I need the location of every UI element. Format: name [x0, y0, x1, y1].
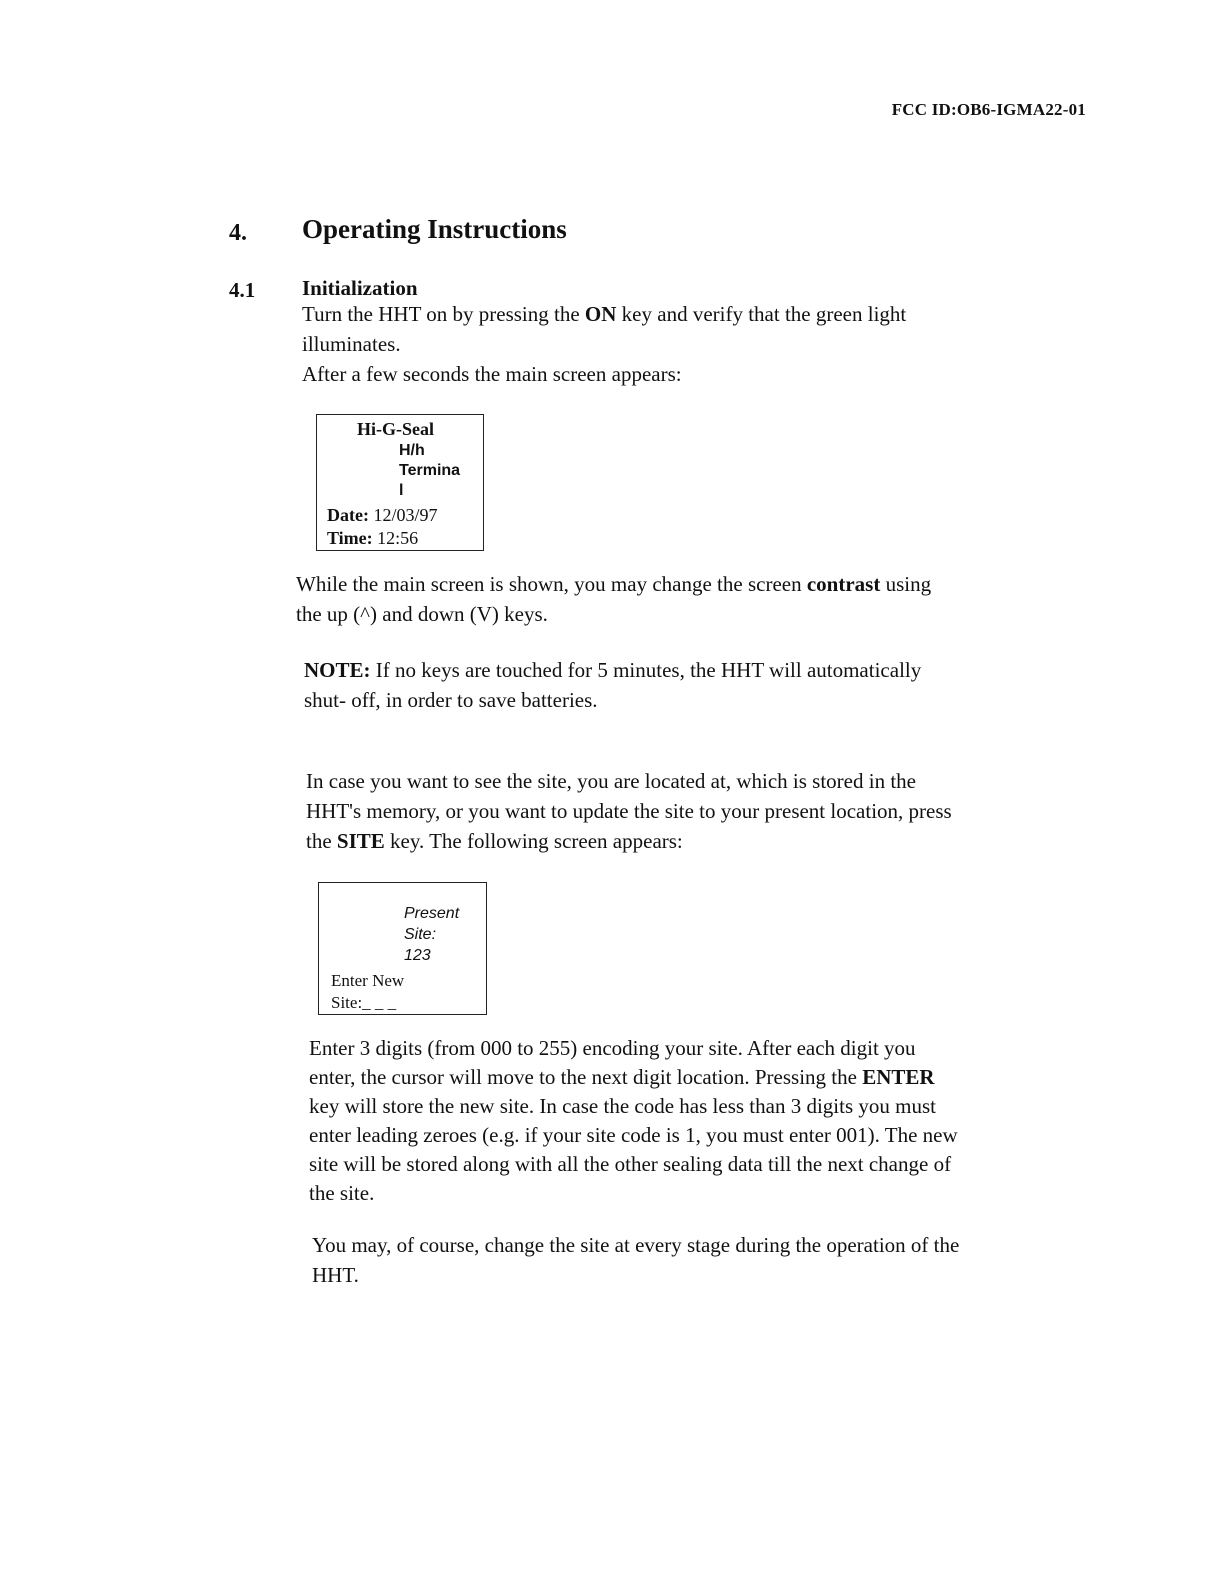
section-title: Operating Instructions: [302, 214, 567, 244]
note-line-1: NOTE: If no keys are touched for 5 minutes, the HHT will automatically: [304, 658, 922, 682]
p2-line-2: the up (^) and down (V) keys.: [296, 602, 548, 626]
p1-line-2: illuminates.: [302, 332, 401, 356]
p1-line-1: Turn the HHT on by pressing the ON key and verify that the green light: [302, 302, 907, 326]
p4-line-3: key will store the new site. In case the code has less than 3 digits you must: [309, 1094, 936, 1118]
site-paragraph: [306, 766, 1066, 856]
screen1-line-1: Hi-G-Seal: [357, 419, 434, 439]
site-screen-display: [318, 882, 487, 1015]
screen2-line-3: 123: [404, 947, 431, 964]
subsection-number: 4.1: [229, 278, 256, 302]
subsection-title: Initialization: [302, 276, 418, 300]
change-site-paragraph: [312, 1230, 1072, 1290]
contrast-paragraph: [296, 569, 1056, 629]
screen2-line-4: Enter New: [331, 971, 405, 990]
section-number: 4.: [229, 220, 247, 246]
p1-line-3: After a few seconds the main screen appears:: [302, 362, 682, 386]
p3-line-3: the SITE key. The following screen appears:: [306, 829, 683, 853]
enter-digits-paragraph: [309, 1034, 1069, 1208]
screen1-line-2: H/h: [399, 442, 425, 459]
screen2-line-1: Present: [404, 905, 460, 922]
p5-line-2: HHT.: [312, 1263, 359, 1287]
p3-line-2: HHT's memory, or you want to update the site to your present location, press: [306, 799, 952, 823]
main-screen-display: [316, 414, 484, 551]
p2-line-1: While the main screen is shown, you may change the screen contrast using: [296, 572, 932, 596]
p5-line-1: You may, of course, change the site at every stage during the operation of the: [312, 1233, 960, 1257]
screen2-line-2: Site:: [404, 926, 437, 943]
p3-line-1: In case you want to see the site, you are located at, which is stored in the: [306, 769, 916, 793]
screen1-date: Date: 12/03/97: [327, 505, 438, 525]
note-line-2: shut- off, in order to save batteries.: [304, 688, 598, 712]
p4-line-6: the site.: [309, 1181, 375, 1205]
initialization-paragraph: [302, 299, 1062, 389]
p4-line-4: enter leading zeroes (e.g. if your site code is 1, you must enter 001). The new: [309, 1123, 958, 1147]
note-label: NOTE:: [304, 658, 371, 682]
note-paragraph: [304, 655, 1064, 715]
screen2-line-5: Site:_ _ _: [331, 993, 397, 1012]
screen1-line-3: Termina: [399, 462, 461, 479]
p4-line-2: enter, the cursor will move to the next digit location. Pressing the ENTER: [309, 1065, 935, 1089]
p4-line-1: Enter 3 digits (from 000 to 255) encoding your site. After each digit you: [309, 1036, 916, 1060]
fcc-id-header: FCC ID:OB6-IGMA22-01: [891, 100, 1086, 119]
screen1-time: Time: 12:56: [327, 528, 419, 548]
p4-line-5: site will be stored along with all the other sealing data till the next change of: [309, 1152, 952, 1176]
screen1-line-4: l: [399, 482, 404, 499]
